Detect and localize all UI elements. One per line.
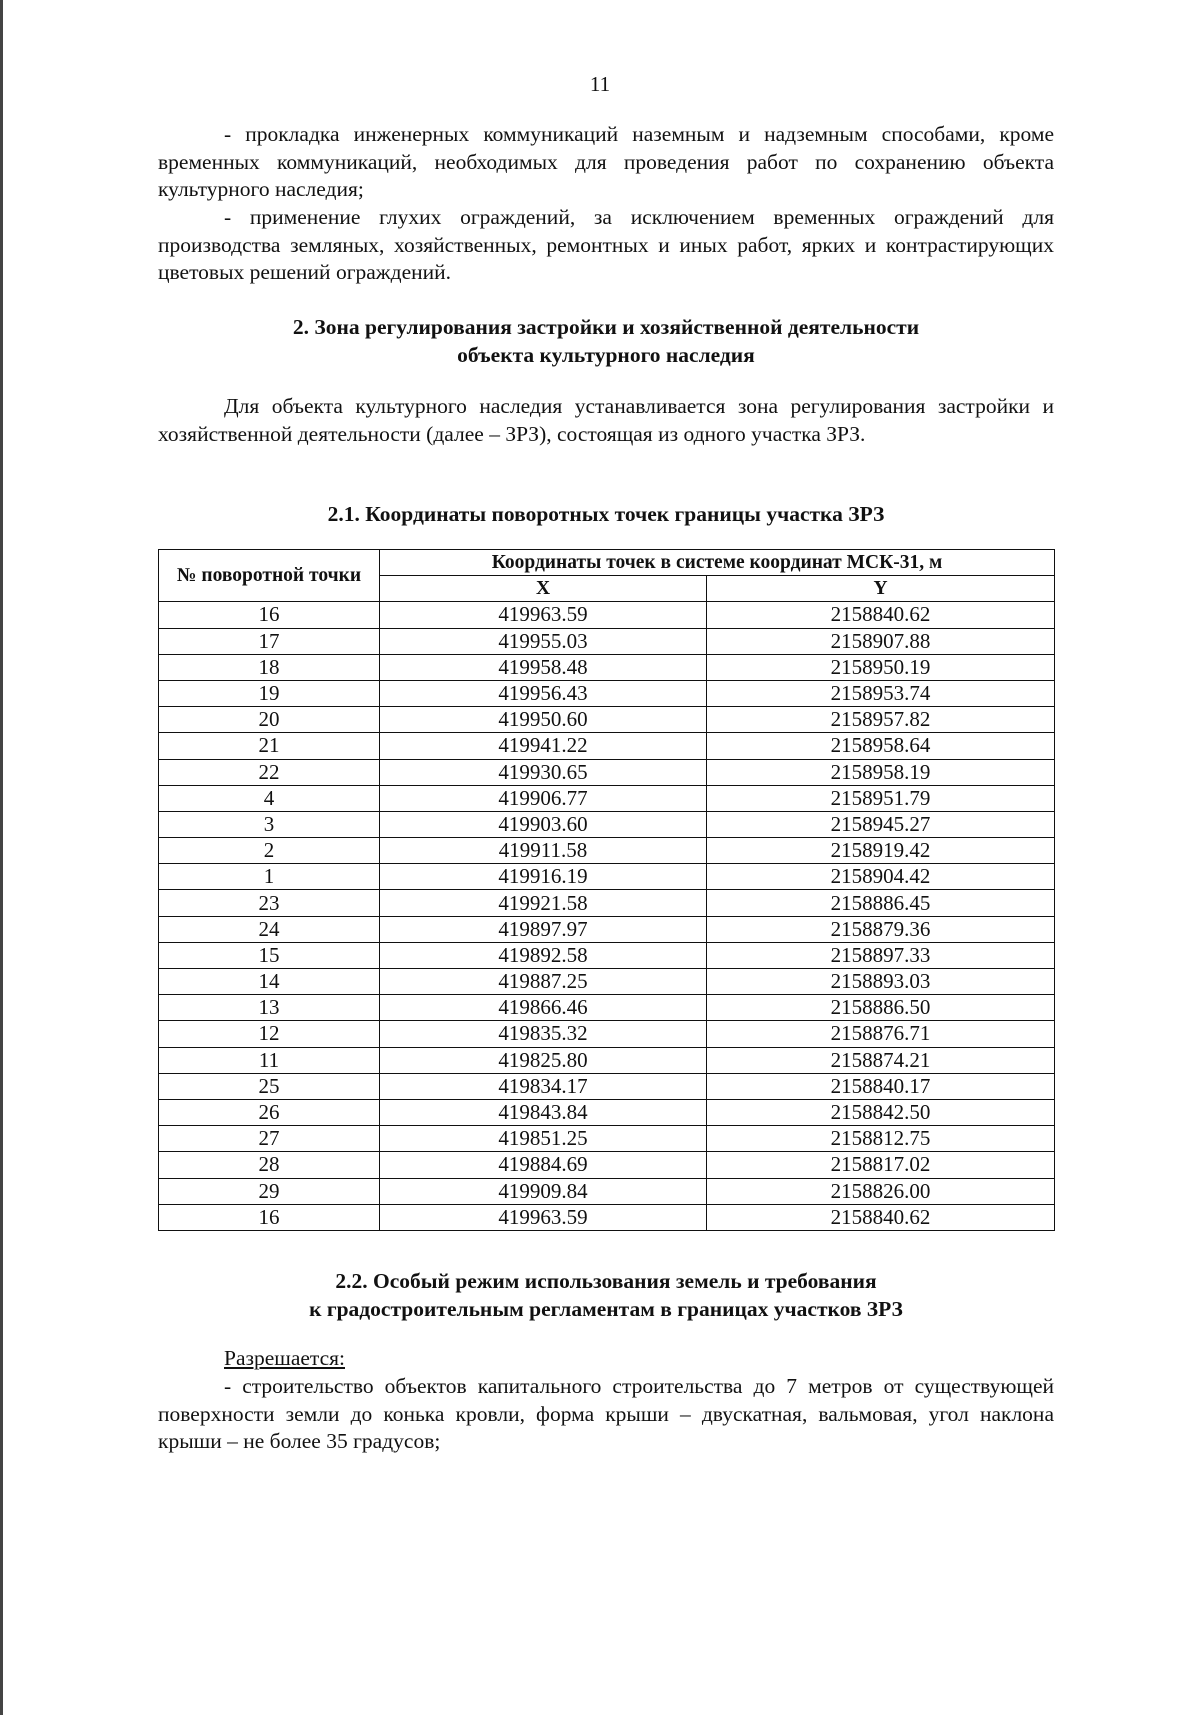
- cell-point: 4: [159, 785, 380, 811]
- table-row: [159, 707, 1055, 733]
- cell-y: 2158958.64: [707, 733, 1055, 759]
- cell-x: 419956.43: [380, 680, 707, 706]
- cell-x: 419906.77: [380, 785, 707, 811]
- cell-y: 2158840.17: [707, 1073, 1055, 1099]
- section22-title-line2: к градостроительным регламентам в границах участков ЗРЗ: [309, 1297, 903, 1321]
- cell-y: 2158957.82: [707, 707, 1055, 733]
- cell-point: 25: [159, 1073, 380, 1099]
- table-row: [159, 602, 1055, 628]
- cell-y: 2158893.03: [707, 969, 1055, 995]
- cell-x: 419963.59: [380, 1204, 707, 1230]
- cell-x: 419921.58: [380, 890, 707, 916]
- allowed-text: - строительство объектов капитального строительства до 7 метров от существующей поверхности земли до конька кровли, форма крыши – двускатная, вальмовая, угол наклона крыши – не более 35 градусов;: [158, 1374, 1054, 1453]
- cell-y: 2158826.00: [707, 1178, 1055, 1204]
- cell-point: 2: [159, 838, 380, 864]
- cell-x: 419887.25: [380, 969, 707, 995]
- cell-point: 28: [159, 1152, 380, 1178]
- table-row: [159, 733, 1055, 759]
- table-row: [159, 1126, 1055, 1152]
- cell-x: 419892.58: [380, 942, 707, 968]
- header-y: Y: [707, 576, 1055, 602]
- cell-y: 2158950.19: [707, 654, 1055, 680]
- section2-title-line1: 2. Зона регулирования застройки и хозяйственной деятельности: [292, 315, 920, 339]
- cell-y: 2158897.33: [707, 942, 1055, 968]
- cell-point: 18: [159, 654, 380, 680]
- cell-point: 23: [159, 890, 380, 916]
- table-row: [159, 654, 1055, 680]
- allowed-label-wrap: [224, 1345, 345, 1373]
- cell-y: 2158953.74: [707, 680, 1055, 706]
- cell-x: 419963.59: [380, 602, 707, 628]
- header-coordinates: Координаты точек в системе координат МСК-31, м: [380, 550, 1055, 576]
- table-row: [159, 995, 1055, 1021]
- table-row: [159, 864, 1055, 890]
- cell-x: 419930.65: [380, 759, 707, 785]
- cell-y: 2158958.19: [707, 759, 1055, 785]
- table-row: [159, 759, 1055, 785]
- cell-point: 19: [159, 680, 380, 706]
- cell-point: 14: [159, 969, 380, 995]
- scan-edge: [0, 0, 3, 1715]
- cell-point: 3: [159, 811, 380, 837]
- cell-y: 2158919.42: [707, 838, 1055, 864]
- cell-x: 419955.03: [380, 628, 707, 654]
- cell-point: 16: [159, 1204, 380, 1230]
- table-row: [159, 628, 1055, 654]
- cell-y: 2158886.45: [707, 890, 1055, 916]
- cell-point: 11: [159, 1047, 380, 1073]
- cell-y: 2158951.79: [707, 785, 1055, 811]
- table-row: [159, 916, 1055, 942]
- section21-title: 2.1. Координаты поворотных точек границы участка ЗРЗ: [327, 502, 885, 526]
- paragraph-communications: - прокладка инженерных коммуникаций наземным и надземным способами, кроме временных коммуникаций, необходимых для проведения работ по сохранению объекта культурного наследия;: [158, 122, 1054, 201]
- cell-x: 419916.19: [380, 864, 707, 890]
- cell-point: 26: [159, 1099, 380, 1125]
- cell-y: 2158812.75: [707, 1126, 1055, 1152]
- table-row: [159, 969, 1055, 995]
- cell-x: 419897.97: [380, 916, 707, 942]
- table-row: [159, 785, 1055, 811]
- cell-x: 419834.17: [380, 1073, 707, 1099]
- cell-point: 21: [159, 733, 380, 759]
- table-row: [159, 1152, 1055, 1178]
- cell-point: 24: [159, 916, 380, 942]
- cell-point: 15: [159, 942, 380, 968]
- cell-point: 22: [159, 759, 380, 785]
- cell-x: 419911.58: [380, 838, 707, 864]
- cell-y: 2158904.42: [707, 864, 1055, 890]
- section22-title-line1: 2.2. Особый режим использования земель и требования: [335, 1269, 877, 1293]
- header-point-number: № поворотной точки: [159, 550, 380, 602]
- table-row: [159, 680, 1055, 706]
- cell-point: 17: [159, 628, 380, 654]
- cell-point: 1: [159, 864, 380, 890]
- table-row: [159, 890, 1055, 916]
- cell-y: 2158840.62: [707, 602, 1055, 628]
- table-row: [159, 1204, 1055, 1230]
- cell-x: 419950.60: [380, 707, 707, 733]
- table-row: [159, 1047, 1055, 1073]
- cell-x: 419909.84: [380, 1178, 707, 1204]
- cell-point: 20: [159, 707, 380, 733]
- table-row: [159, 942, 1055, 968]
- table-row: [159, 1021, 1055, 1047]
- cell-point: 27: [159, 1126, 380, 1152]
- cell-y: 2158874.21: [707, 1047, 1055, 1073]
- cell-x: 419835.32: [380, 1021, 707, 1047]
- table-row: [159, 1073, 1055, 1099]
- cell-point: 12: [159, 1021, 380, 1047]
- cell-point: 29: [159, 1178, 380, 1204]
- table-row: [159, 1178, 1055, 1204]
- table-row: [159, 1099, 1055, 1125]
- cell-point: 16: [159, 602, 380, 628]
- cell-y: 2158879.36: [707, 916, 1055, 942]
- header-x: X: [380, 576, 707, 602]
- cell-point: 13: [159, 995, 380, 1021]
- cell-x: 419825.80: [380, 1047, 707, 1073]
- cell-y: 2158876.71: [707, 1021, 1055, 1047]
- table-row: [159, 838, 1055, 864]
- cell-x: 419941.22: [380, 733, 707, 759]
- cell-y: 2158817.02: [707, 1152, 1055, 1178]
- table-row: [159, 811, 1055, 837]
- cell-y: 2158886.50: [707, 995, 1055, 1021]
- coordinates-table: [158, 549, 1055, 1231]
- cell-y: 2158907.88: [707, 628, 1055, 654]
- cell-x: 419884.69: [380, 1152, 707, 1178]
- section2-text: Для объекта культурного наследия устанавливается зона регулирования застройки и хозяйственной деятельности (далее – ЗРЗ), состоящая из одного участка ЗРЗ.: [158, 394, 1054, 446]
- cell-x: 419843.84: [380, 1099, 707, 1125]
- cell-x: 419851.25: [380, 1126, 707, 1152]
- cell-y: 2158840.62: [707, 1204, 1055, 1230]
- cell-y: 2158945.27: [707, 811, 1055, 837]
- allowed-label: Разрешается:: [224, 1346, 345, 1370]
- cell-x: 419958.48: [380, 654, 707, 680]
- cell-x: 419903.60: [380, 811, 707, 837]
- page-number: 11: [589, 72, 611, 96]
- paragraph-fences: - применение глухих ограждений, за исключением временных ограждений для производства земляных, хозяйственных, ремонтных и иных работ, ярких и контрастирующих цветовых решений ограждений.: [158, 205, 1054, 284]
- cell-x: 419866.46: [380, 995, 707, 1021]
- cell-y: 2158842.50: [707, 1099, 1055, 1125]
- section2-title-line2: объекта культурного наследия: [457, 343, 755, 367]
